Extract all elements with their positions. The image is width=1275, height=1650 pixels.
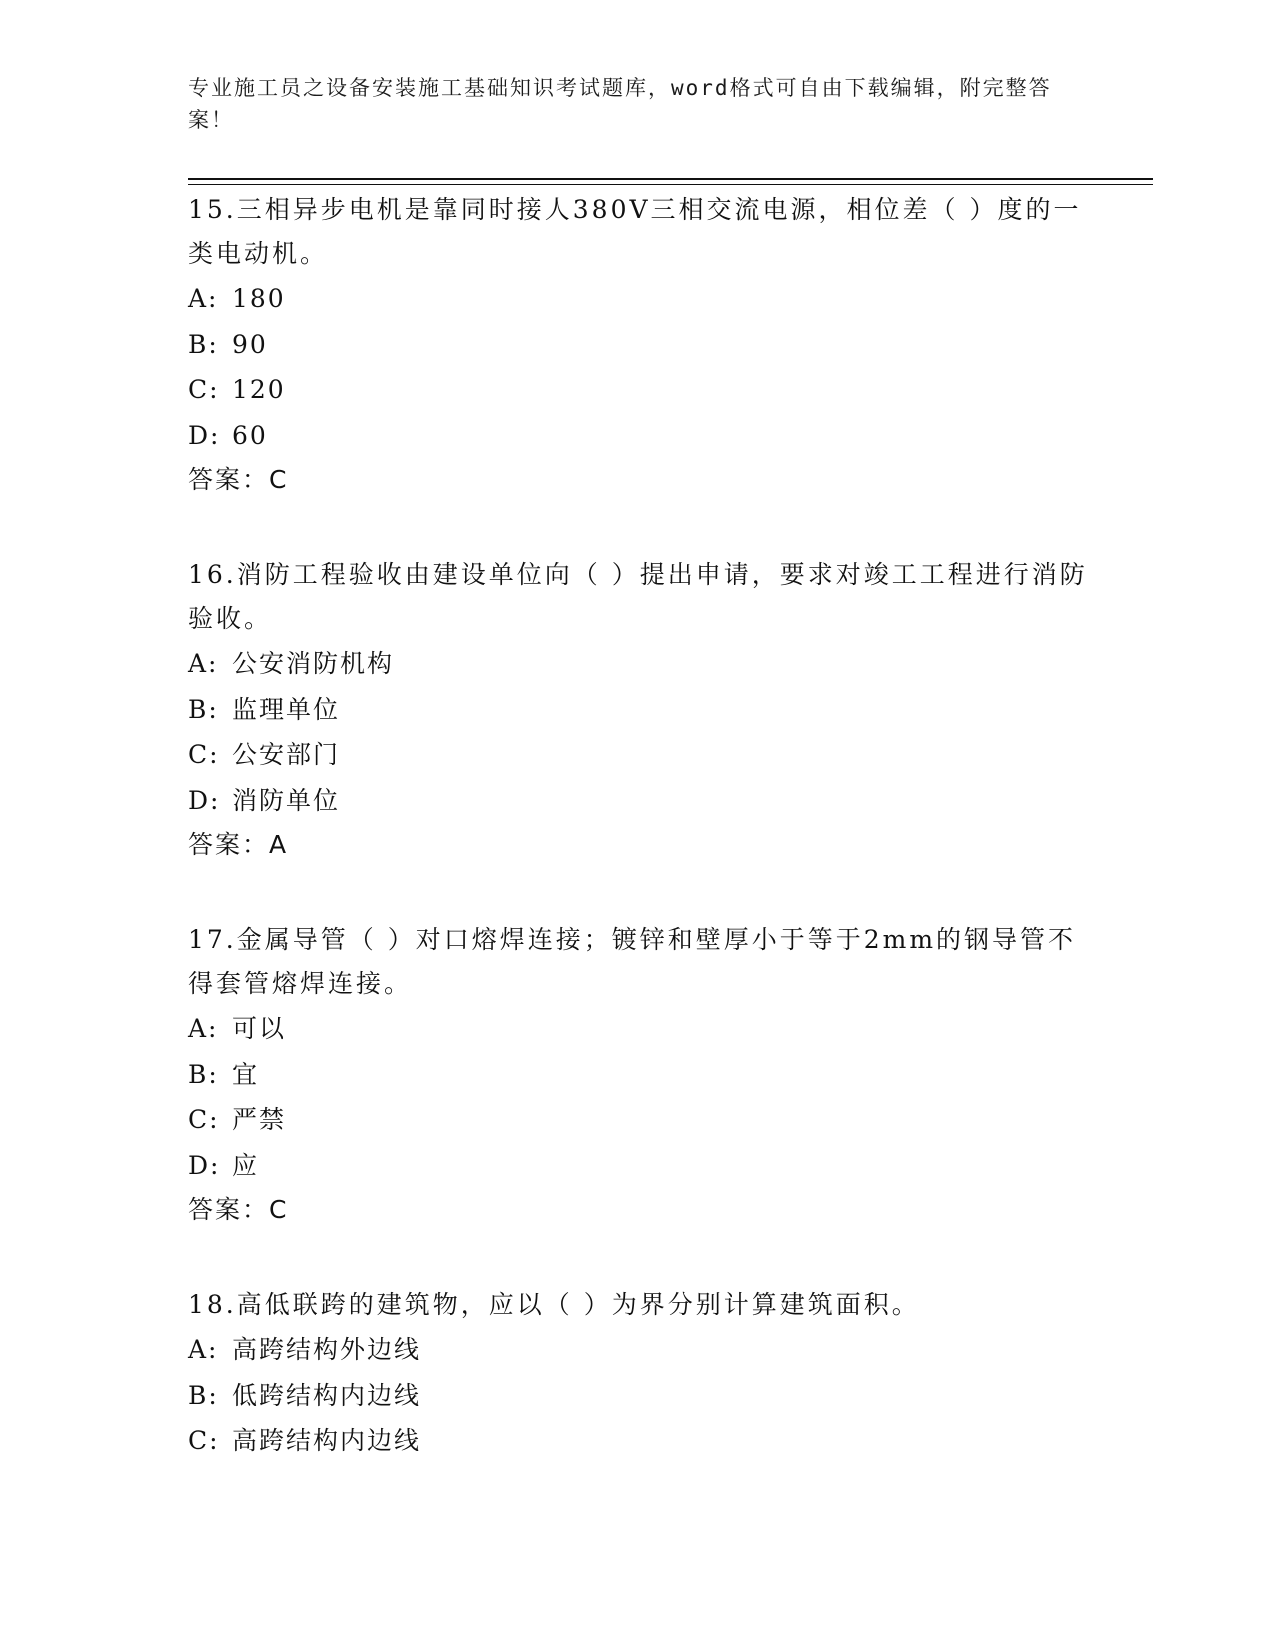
header-divider-thin [188,184,1153,185]
question-16 [188,553,1088,867]
option-text: 监理单位 [232,694,341,724]
option-text: 可以 [232,1014,287,1043]
option-text: 高跨结构内边线 [232,1426,422,1455]
option-letter: A: [188,1335,219,1364]
option-text: 60 [232,420,268,450]
option-b [188,1052,1088,1098]
option-letter: B: [188,1380,219,1410]
option-d [188,778,1088,824]
option-c [188,1097,1088,1143]
option-letter: A: [188,1014,219,1043]
option-b [188,322,1088,368]
option-letter: B: [188,329,219,359]
option-a [188,1327,1088,1373]
option-b [188,687,1088,733]
question-stem: 18.高低联跨的建筑物，应以（ ）为界分别计算建筑面积。 [188,1290,920,1319]
option-letter: B: [188,1059,219,1089]
answer-line: 答案：C [188,465,289,494]
option-letter: C: [188,1105,220,1134]
question-stem: 16.消防工程验收由建设单位向（ ）提出申请，要求对竣工工程进行消防验收。 [188,560,1088,633]
option-text: 180 [232,284,286,313]
document-header: 专业施工员之设备安装施工基础知识考试题库，word格式可自由下载编辑，附完整答案！ [188,76,1052,132]
option-b [188,1373,1088,1419]
option-a [188,1006,1088,1052]
option-c [188,367,1088,413]
question-stem: 15.三相异步电机是靠同时接人380V三相交流电源，相位差（ ）度的一类电动机。 [188,195,1082,268]
option-letter: C: [188,375,220,404]
question-stem: 17.金属导管（ ）对口熔焊连接；镀锌和壁厚小于等于2mm的钢导管不得套管熔焊连接。 [188,925,1077,998]
question-18 [188,1283,1088,1464]
option-c [188,732,1088,778]
option-letter: D: [188,1150,221,1180]
option-text: 宜 [232,1059,260,1089]
option-letter: A: [188,649,219,678]
header-divider-thick [188,178,1153,180]
option-text: 严禁 [232,1105,287,1134]
option-text: 应 [232,1150,260,1180]
option-a [188,641,1088,687]
option-letter: A: [188,284,219,313]
option-text: 低跨结构内边线 [232,1380,422,1410]
option-text: 公安消防机构 [232,649,395,678]
question-17 [188,918,1088,1232]
option-a [188,276,1088,322]
option-letter: B: [188,694,219,724]
option-d [188,1143,1088,1189]
option-letter: C: [188,1426,220,1455]
option-c [188,1418,1088,1464]
option-letter: D: [188,420,221,450]
option-text: 120 [232,375,286,404]
option-text: 高跨结构外边线 [232,1335,422,1364]
answer-line: 答案：C [188,1195,289,1224]
option-text: 消防单位 [232,785,341,815]
option-letter: D: [188,785,221,815]
answer-line: 答案：A [188,830,289,859]
question-15 [188,188,1088,502]
option-letter: C: [188,740,220,769]
option-text: 90 [232,329,268,359]
option-text: 公安部门 [232,740,341,769]
option-d [188,413,1088,459]
